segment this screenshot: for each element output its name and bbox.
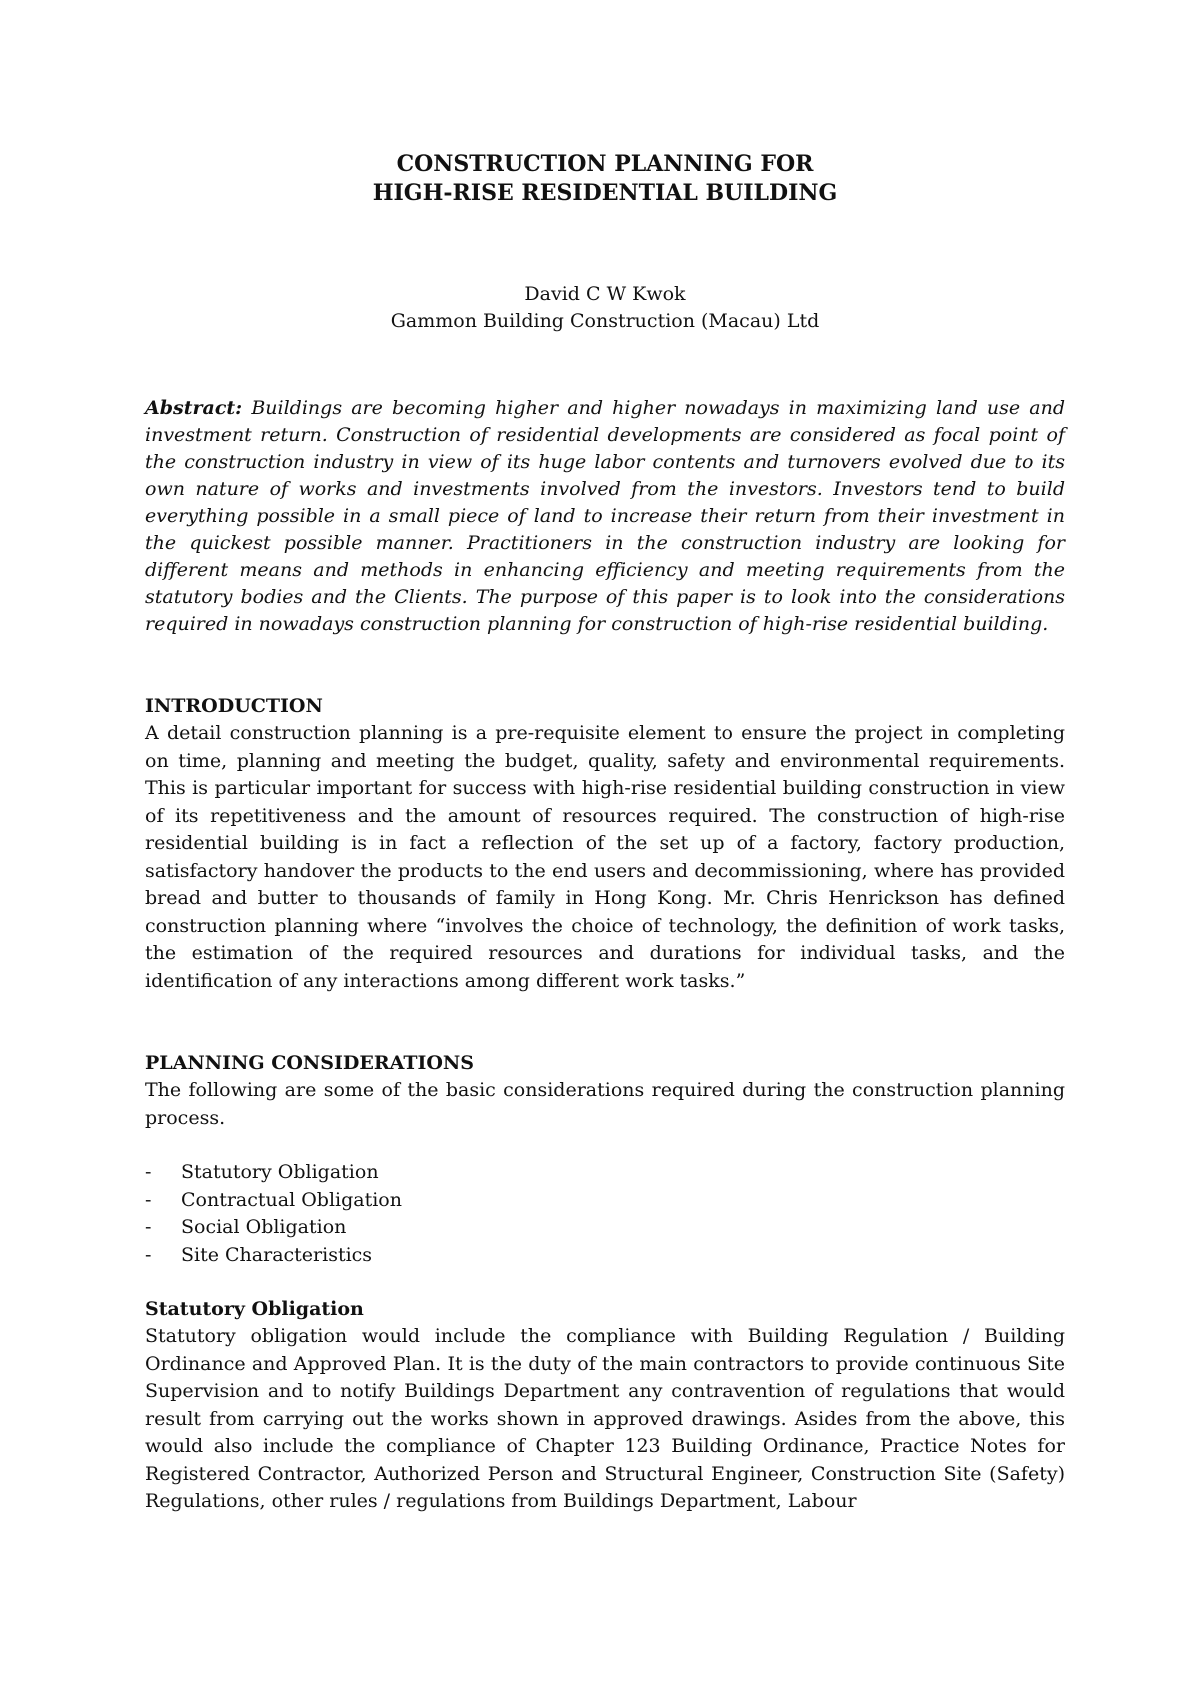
list-dash: - xyxy=(145,1161,152,1183)
list-item-label: Site Characteristics xyxy=(181,1243,373,1266)
introduction-paragraph: A detail construction planning is a pre-requisite element to ensure the project in completing on time, planning and meeting the budget, quality, safety and environmental requirements. This is particular important for success with high-rise residential building construction in view of its repetitiveness and the amount of resources required. The construction of high-rise residential building is in fact a reflection of the set up of a factory, factory production, satisfactory handover the products to the end users and decommissioning, where has provided bread and butter to thousands of family in Hong Kong. Mr. Chris Henrickson has defined construction planning where “involves the choice of technology, the definition of work tasks, the estimation of the required resources and durations for individual tasks, and the identification of any interactions among different work tasks.” xyxy=(145,722,1065,992)
list-item xyxy=(145,1187,1065,1215)
paper-title xyxy=(145,150,1065,208)
planning-considerations-section xyxy=(145,1050,1065,1269)
author-affiliation: Gammon Building Construction (Macau) Ltd xyxy=(390,310,820,332)
introduction-heading: INTRODUCTION xyxy=(145,695,323,717)
list-item-label: Contractual Obligation xyxy=(181,1188,402,1211)
list-dash: - xyxy=(145,1216,152,1238)
abstract-label: Abstract: xyxy=(145,397,243,419)
list-item xyxy=(145,1159,1065,1187)
title-line-1: CONSTRUCTION PLANNING FOR xyxy=(396,151,814,177)
list-dash: - xyxy=(145,1243,152,1266)
considerations-list xyxy=(145,1159,1065,1269)
list-item xyxy=(145,1214,1065,1242)
author-block xyxy=(145,281,1065,335)
list-dash: - xyxy=(145,1188,152,1211)
statutory-obligation-paragraph: Statutory obligation would include the compliance with Building Regulation / Building Ordinance and Approved Plan. It is the duty of the main contractors to provide continuous Site Supervision and to notify Buildings Department any contravention of regulations that would result from carrying out the works shown in approved drawings. Asides from the above, this would also include the compliance of Chapter 123 Building Ordinance, Practice Notes for Registered Contractor, Authorized Person and Structural Engineer, Construction Site (Safety) Regulations, other rules / regulations from Buildings Department, Labour xyxy=(145,1325,1065,1512)
list-item-label: Statutory Obligation xyxy=(181,1161,379,1183)
abstract-text: Buildings are becoming higher and higher nowadays in maximizing land use and investment return. Construction of residential developments are considered as focal point of the construction industry in view of its huge labor contents and turnovers evolved due to its own nature of works and investments involved from the investors. Investors tend to build everything possible in a small piece of land to increase their return from their investment in the quickest possible manner. Practitioners in the construction industry are looking for different means and methods in enhancing efficiency and meeting requirements from the statutory bodies and the Clients. The purpose of this paper is to look into the considerations required in nowadays construction planning for construction of high-rise residential building. xyxy=(145,397,1065,635)
list-item-label: Social Obligation xyxy=(181,1216,347,1238)
planning-considerations-paragraph: The following are some of the basic considerations required during the construction planning process. xyxy=(145,1079,1065,1129)
planning-considerations-heading: PLANNING CONSIDERATIONS xyxy=(145,1052,474,1074)
introduction-section xyxy=(145,693,1065,995)
statutory-obligation-section xyxy=(145,1296,1065,1516)
abstract xyxy=(145,395,1065,638)
statutory-obligation-heading: Statutory Obligation xyxy=(145,1298,364,1320)
author-name: David C W Kwok xyxy=(524,283,686,305)
title-line-2: HIGH-RISE RESIDENTIAL BUILDING xyxy=(372,180,838,206)
list-item xyxy=(145,1242,1065,1270)
